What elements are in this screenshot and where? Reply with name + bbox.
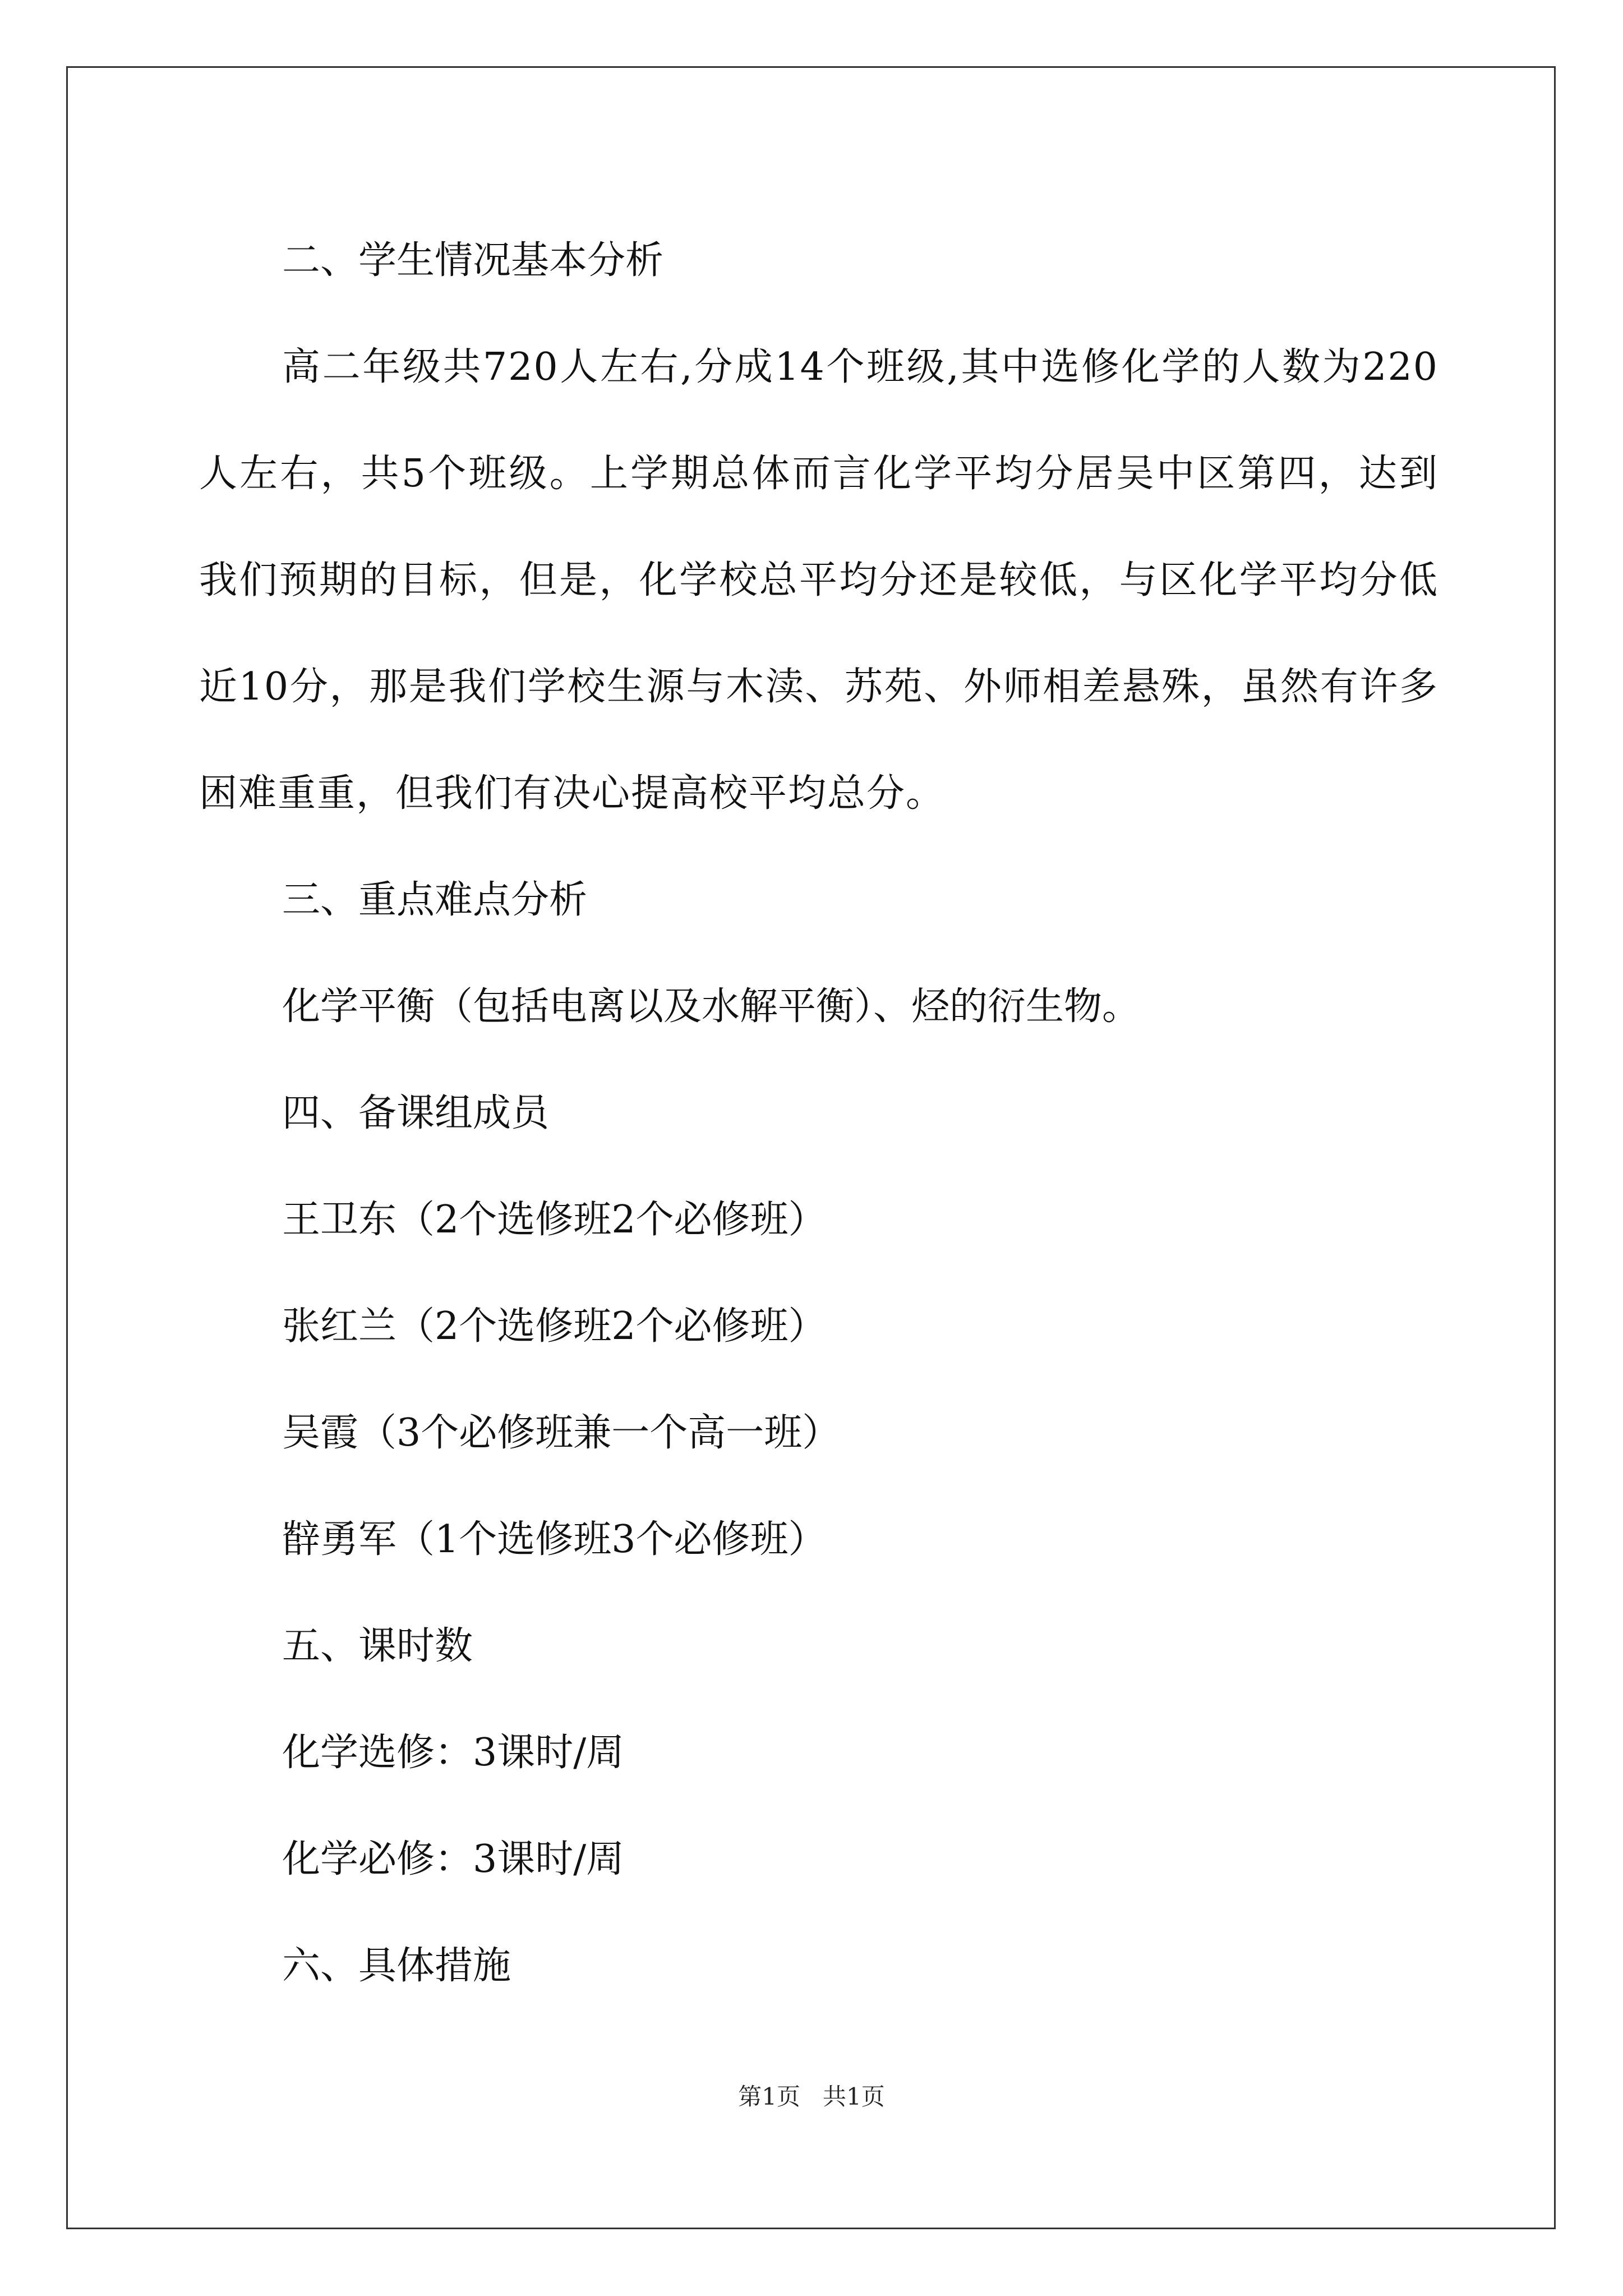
document-body [199,208,1438,2019]
page-footer [0,2078,1623,2112]
paragraph-student-analysis: 高二年级共720人左右,分成14个班级,其中选修化学的人数为220人左右，共5个班级。上学期总体而言化学平均分居吴中区第四，达到我们预期的目标，但是，化学校总平均分还是较低，与区化学平均分低近10分，那是我们学校生源与木渎、苏苑、外师相差悬殊，虽然有许多困难重重，但我们有决心提高校平均总分。 [199,345,1438,816]
class-hours-required: 化学必修：3课时/周 [282,1837,625,1881]
section-heading-key-difficulties: 三、重点难点分析 [282,878,588,922]
team-member-item: 吴霞（3个必修班兼一个高一班） [282,1411,841,1455]
total-pages: 共1页 [823,2083,885,2110]
section-heading-measures: 六、具体措施 [282,1944,511,1988]
section-heading-class-hours: 五、课时数 [282,1624,473,1668]
page-number: 第1页 [738,2083,800,2110]
class-hours-elective: 化学选修：3课时/周 [282,1731,625,1775]
key-difficulties-text: 化学平衡（包括电离以及水解平衡）、烃的衍生物。 [282,984,1141,1029]
team-member-item: 王卫东（2个选修班2个必修班） [282,1198,827,1242]
team-member-item: 辥勇军（1个选修班3个必修班） [282,1517,827,1562]
section-heading-student-analysis: 二、学生情况基本分析 [282,238,664,283]
section-heading-team-members: 四、备课组成员 [282,1091,550,1135]
team-member-item: 张红兰（2个选修班2个必修班） [282,1304,827,1349]
